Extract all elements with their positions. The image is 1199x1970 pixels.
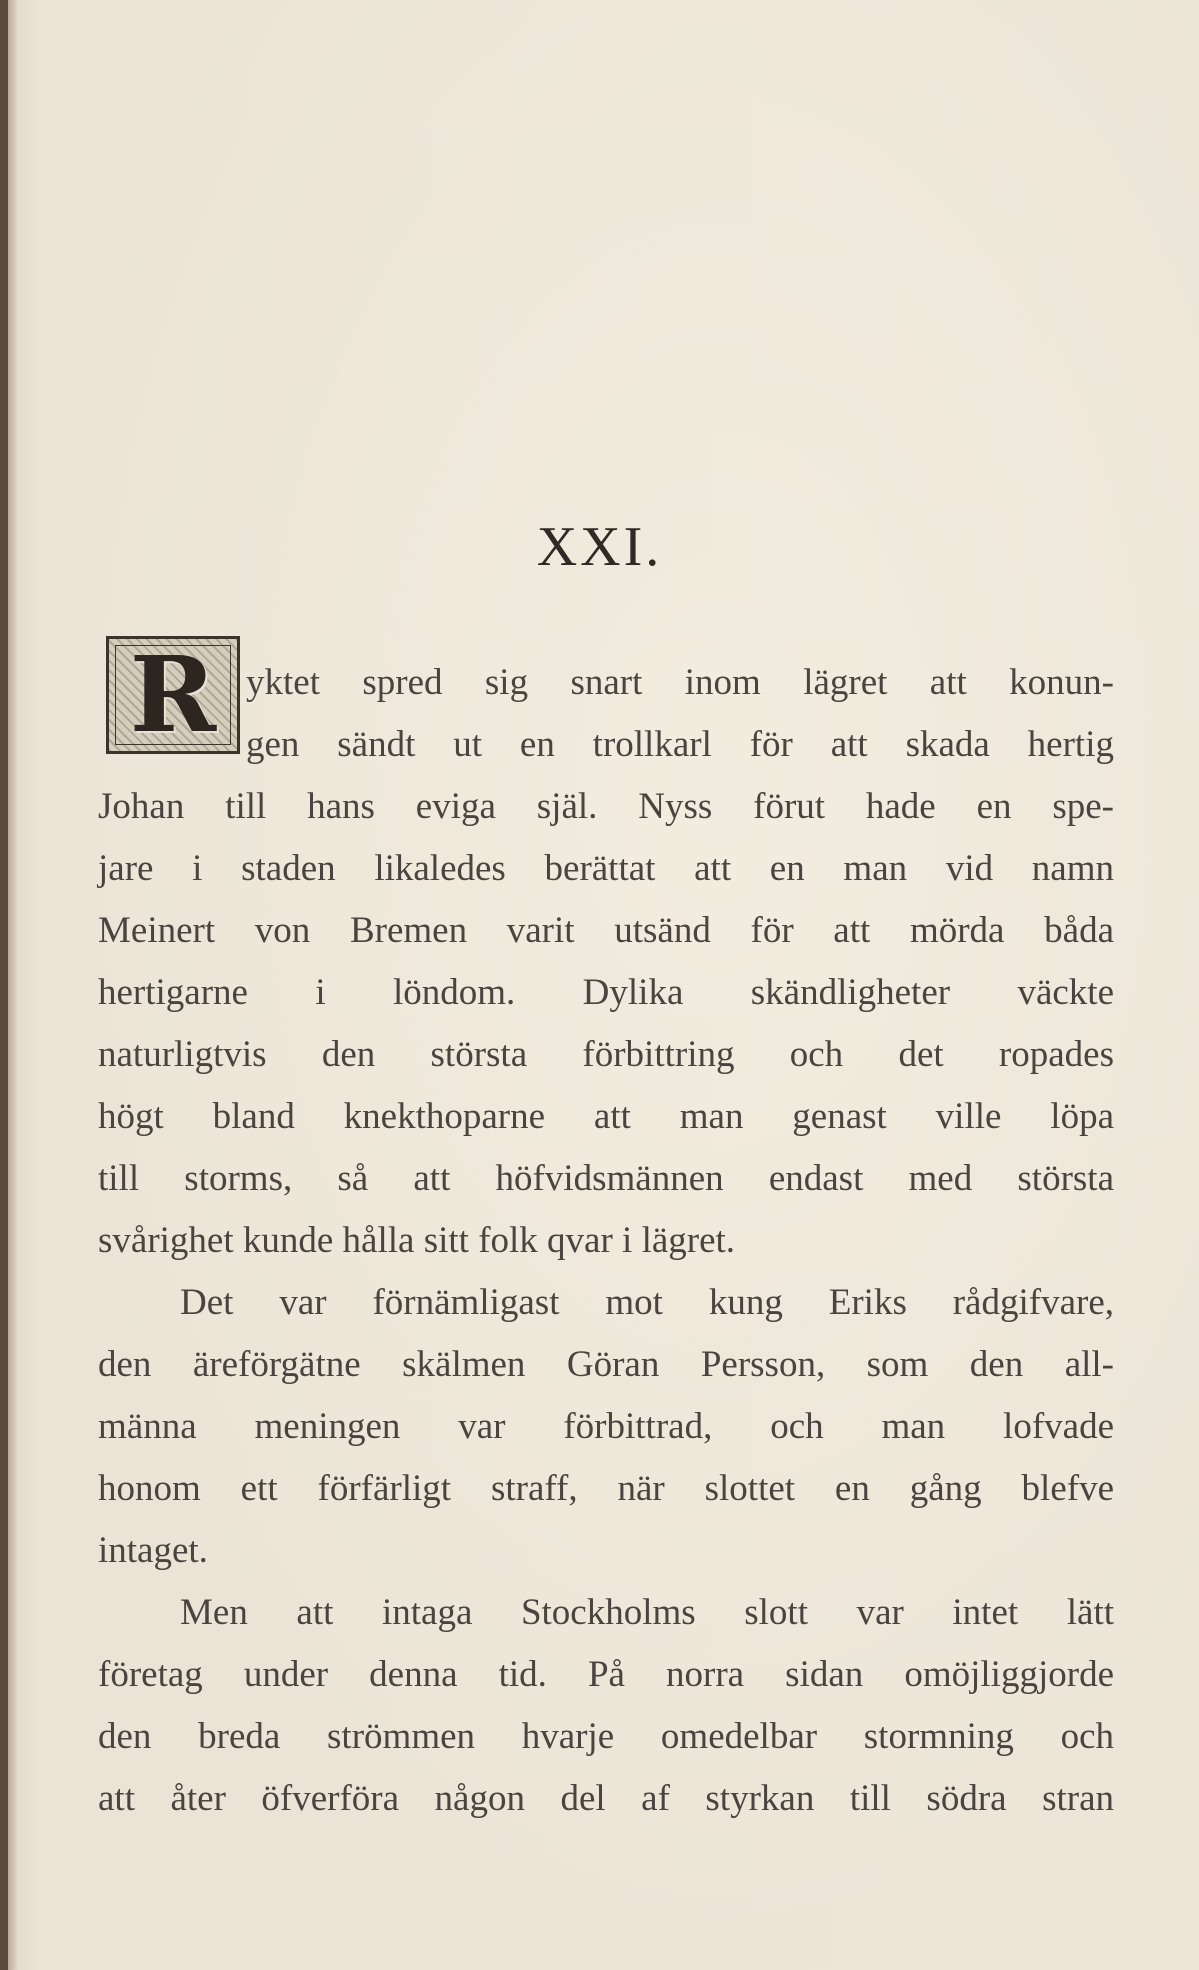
text-line: naturligtvis den största förbittring och det ropades [98, 1034, 1114, 1075]
text-line: företag under denna tid. På norra sidan omöjliggjorde [98, 1654, 1114, 1695]
text-line: jare i staden likaledes berättat att en man vid namn [98, 848, 1114, 889]
text-line: till storms, så att höfvidsmännen endast med största [98, 1158, 1114, 1199]
text-line: honom ett förfärligt straff, när slottet en gång blefve [98, 1468, 1114, 1509]
text-line: männa meningen var förbittrad, och man lofvade [98, 1406, 1114, 1447]
text-line: att åter öfverföra någon del af styrkan till södra stran [98, 1778, 1114, 1819]
text-line: den äreförgätne skälmen Göran Persson, som den all- [98, 1344, 1114, 1385]
drop-cap-letter: R [129, 633, 217, 756]
text-line: gen sändt ut en trollkarl för att skada hertig [246, 724, 1114, 765]
book-spine [0, 0, 8, 1970]
text-line: Det var förnämligast mot kung Eriks rådgifvare, [180, 1282, 1114, 1323]
text-line: Men att intaga Stockholms slott var intet lätt [180, 1592, 1114, 1633]
chapter-heading: XXI. [536, 516, 663, 578]
text-line: Johan till hans eviga själ. Nyss förut hade en spe- [98, 786, 1114, 827]
body-text [98, 652, 1114, 1830]
text-line: Meinert von Bremen varit utsänd för att mörda båda [98, 910, 1114, 951]
text-line: svårighet kunde hålla sitt folk qvar i lägret. [98, 1220, 736, 1261]
text-line: högt bland knekthoparne att man genast ville löpa [98, 1096, 1114, 1137]
text-line: intaget. [98, 1530, 208, 1571]
text-line: den breda strömmen hvarje omedelbar stormning och [98, 1716, 1114, 1757]
text-line: yktet spred sig snart inom lägret att konun- [246, 662, 1114, 703]
text-line: hertigarne i löndom. Dylika skändligheter väckte [98, 972, 1114, 1013]
